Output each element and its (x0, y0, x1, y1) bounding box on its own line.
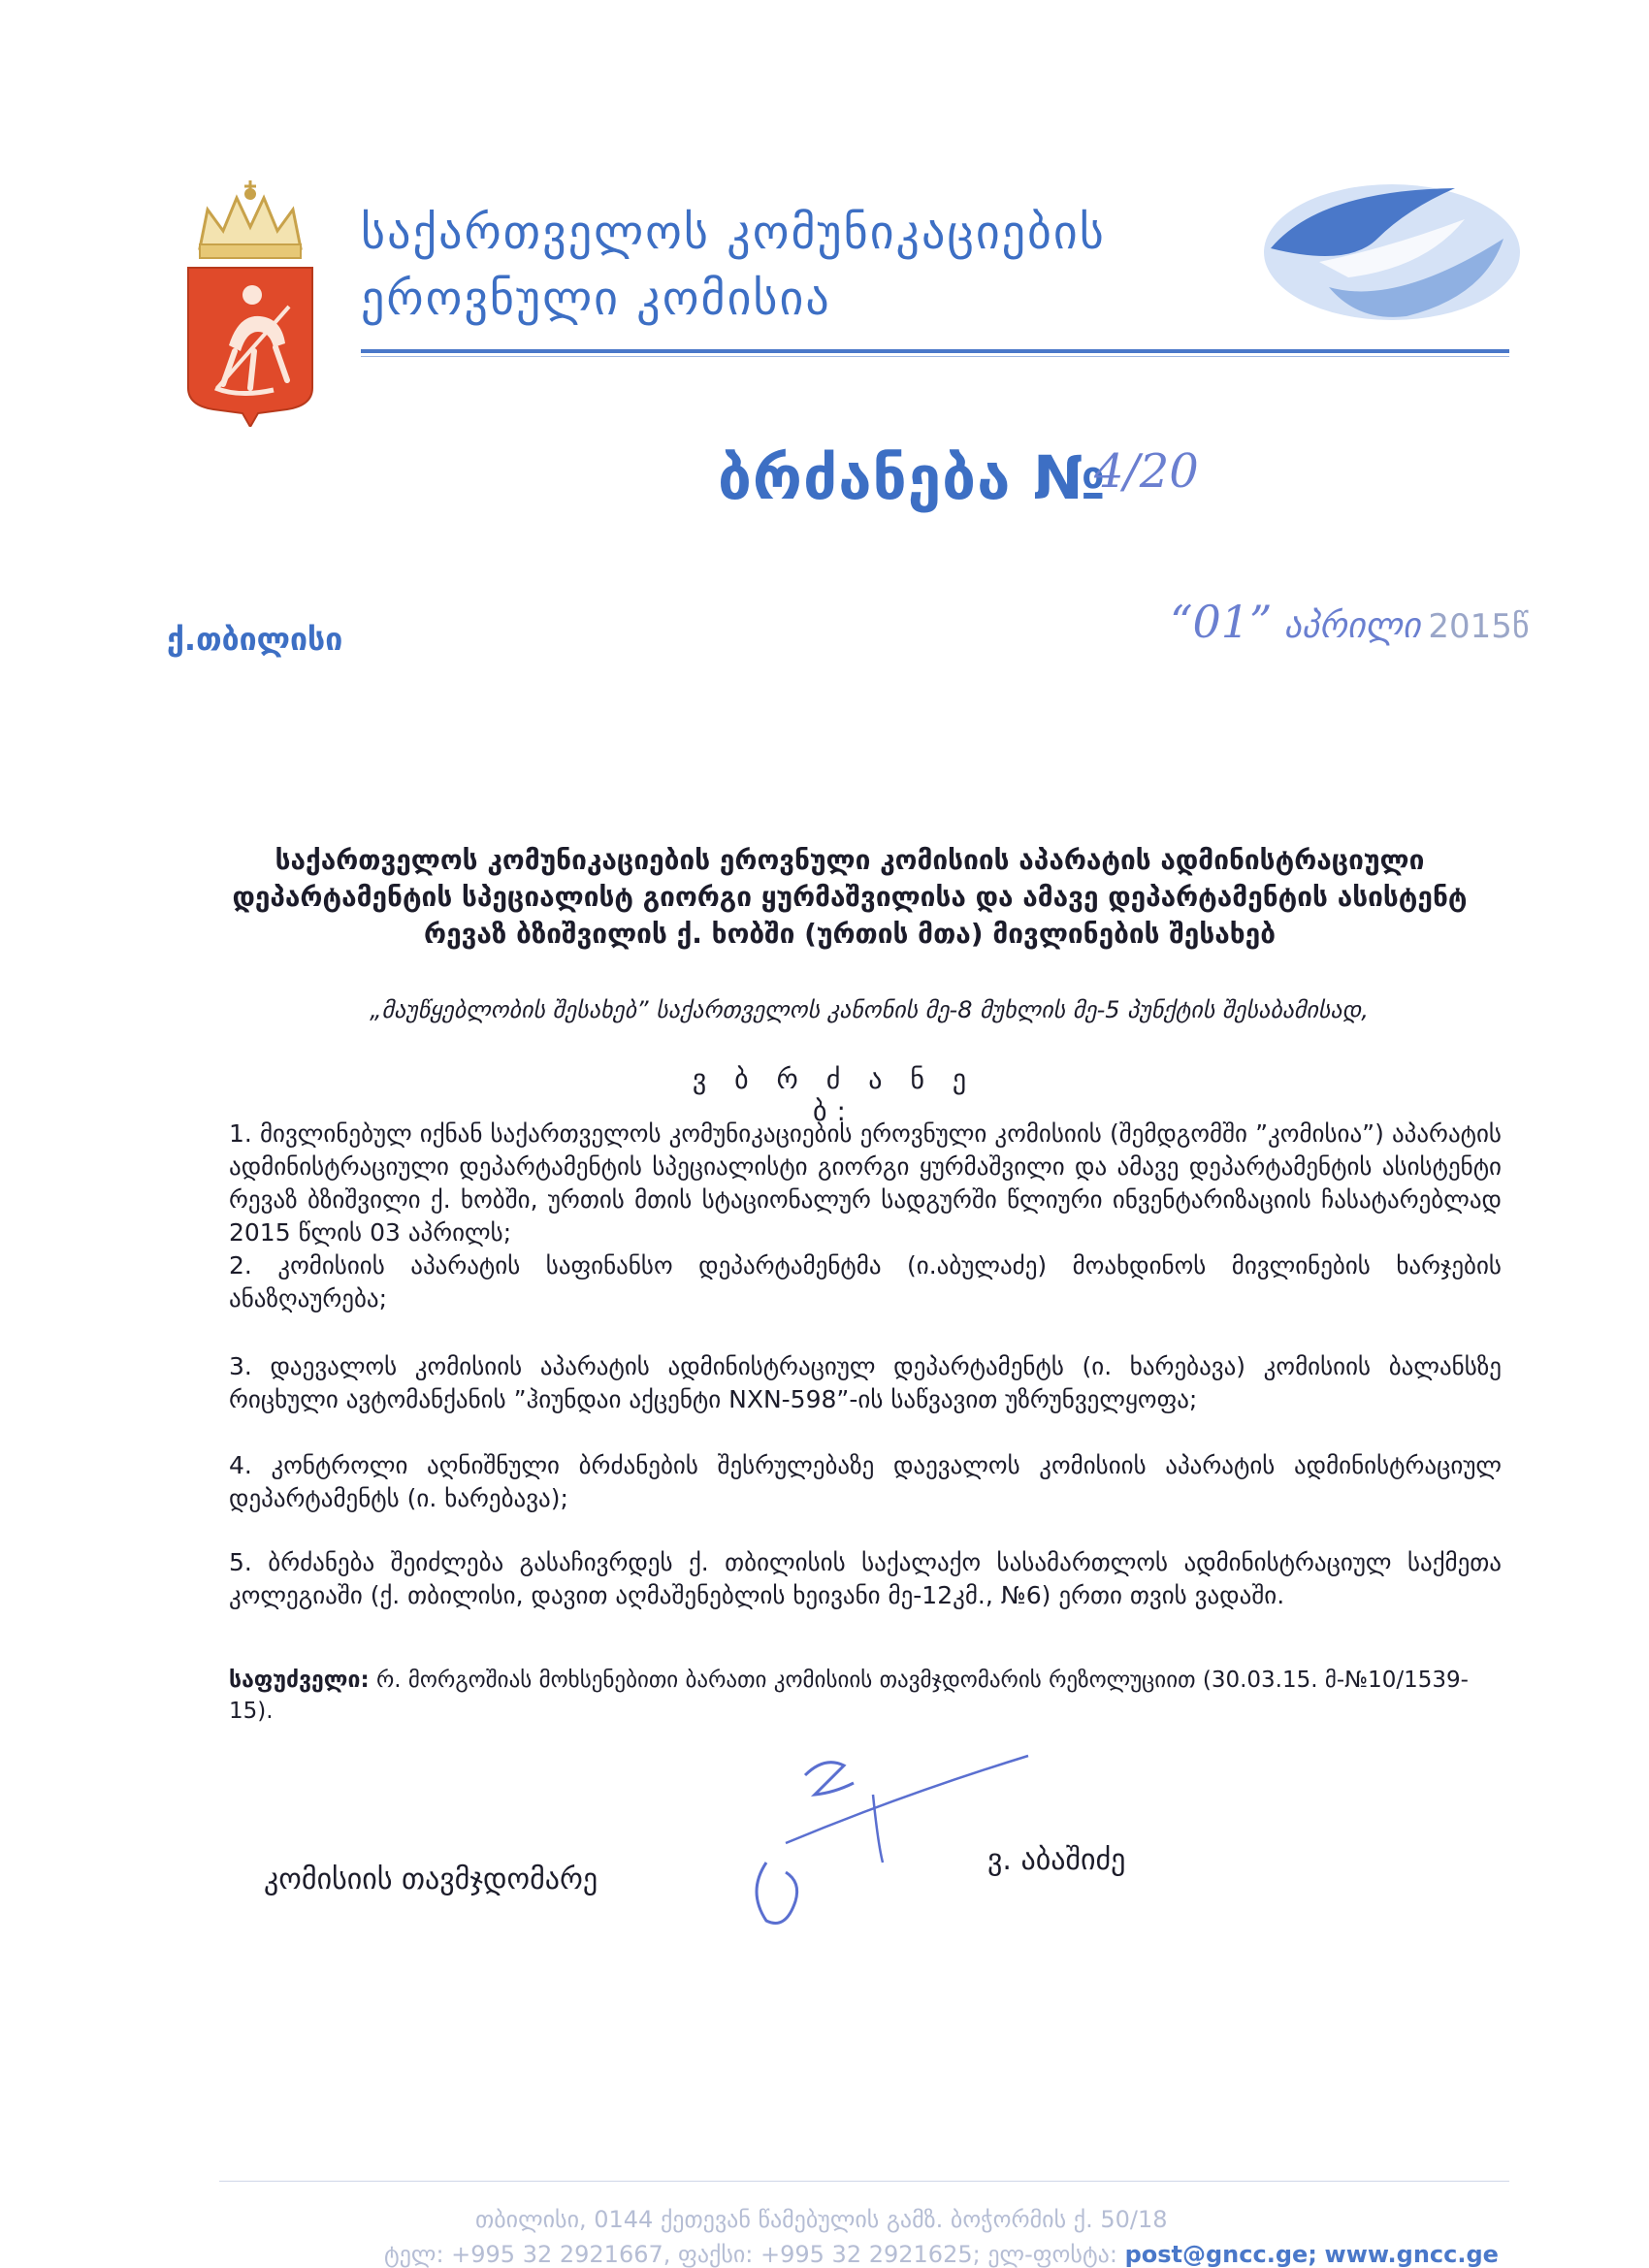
commission-logo (1261, 180, 1523, 324)
header-divider-thin (361, 356, 1509, 357)
basis-text: რ. მორგოშიას მოხსენებითი ბარათი კომისიის თავმჯდომარის რეზოლუციით (30.03.15. მ-№10/1539-15). (229, 1668, 1469, 1724)
city-label: ქ.თბილისი (167, 621, 343, 658)
document-date (1170, 596, 1530, 648)
footer-website-link[interactable]: www.gncc.ge (1324, 2241, 1499, 2268)
order-subject: საქართველოს კომუნიკაციების ეროვნული კომისიის აპარატის ადმინისტრაციული დეპარტამენტის სპეციალისტ გიორგი ყურმაშვილისა და ამავე დეპარტამენტის ასისტენტ რევაზ ბზიშვილის ქ. ხობში (ურთის მთა) მივლინების შესახებ (232, 844, 1468, 950)
order-number: 4/20 (1094, 444, 1199, 499)
footer-address: თბილისი, 0144 ქეთევან წამებულის გამზ. ბოჭორმის ქ. 50/18 (475, 2206, 1168, 2233)
basis-note (229, 1665, 1502, 1727)
order-item-3: 3. დაევალოს კომისიის აპარატის ადმინისტრაციულ დეპარტამენტს (ი. ხარებავა) კომისიის ბალანსზე რიცხული ავტომანქანის ”ჰიუნდაი აქცენტი NXN-598”-ის საწვავით უზრუნველყოფა; (229, 1352, 1502, 1413)
organization-name-line-1: საქართველოს კომუნიკაციების (361, 206, 1106, 260)
footer-contacts (384, 2241, 1499, 2268)
order-item-1: 1. მივლინებულ იქნან საქართველოს კომუნიკაციების ეროვნული კომისიის (შემდგომში ”კომისია”) აპარატის ადმინისტრაციული დეპარტამენტის სპეციალისტი გიორგი ყურმაშვილი და ამავე დეპარტამენტის ასისტენტი რევაზ ბზიშვილი ქ. ხობში, ურთის მთის სტაციონალურ სადგურში წლიური ინვენტარიზაციის ჩასატარებლად 2015 წლის 03 აპრილს; (229, 1119, 1502, 1247)
date-day: “01” (1170, 596, 1273, 648)
header-divider (361, 349, 1509, 353)
coat-of-arms-emblem (180, 180, 320, 427)
signer-name: ვ. აბაშიძე (987, 1843, 1126, 1877)
date-year: 2015წ (1428, 607, 1530, 646)
organization-name-line-2: ეროვნული კომისია (361, 272, 831, 326)
order-item-2: 2. კომისიის აპარატის საფინანსო დეპარტამენტმა (ი.აბულაძე) მოახდინოს მივლინების ხარჯების ანაზღაურება; (229, 1251, 1502, 1312)
footer-divider (219, 2181, 1509, 2182)
basis-label: საფუძველი: (229, 1668, 370, 1693)
decree-heading: ვ ბ რ ძ ა ნ ე ბ: (692, 1063, 977, 1127)
order-item-5: 5. ბრძანება შეიძლება გასაჩივრდეს ქ. თბილისის საქალაქო სასამართლოს ადმინისტრაციულ საქმეთა კოლეგიაში (ქ. თბილისი, დავით აღმაშენებლის ხეივანი მე-12კმ., №6) ერთი თვის ვადაში. (229, 1548, 1502, 1609)
order-title: ბრძანება № (718, 442, 1107, 513)
footer-email-link[interactable]: post@gncc.ge; (1124, 2241, 1317, 2268)
footer-phone: ტელ: +995 32 2921667, (384, 2241, 671, 2268)
handwritten-signature (708, 1736, 1057, 1930)
date-month: აპრილი (1283, 606, 1421, 646)
legal-basis-line: „მაუწყებლობის შესახებ” საქართველოს კანონის მე-8 მუხლის მე-5 პუნქტის შესაბამისად, (370, 996, 1369, 1023)
order-item-4: 4. კონტროლი აღნიშნული ბრძანების შესრულებაზე დაევალოს კომისიის აპარატის ადმინისტრაციულ დეპარტამენტს (ი. ხარებავა); (229, 1451, 1502, 1512)
footer-email-label: ელ-ფოსტა: (987, 2241, 1117, 2268)
footer-fax: ფაქსი: +995 32 2921625; (678, 2241, 981, 2268)
signer-title: კომისიის თავმჯდომარე (264, 1863, 598, 1896)
